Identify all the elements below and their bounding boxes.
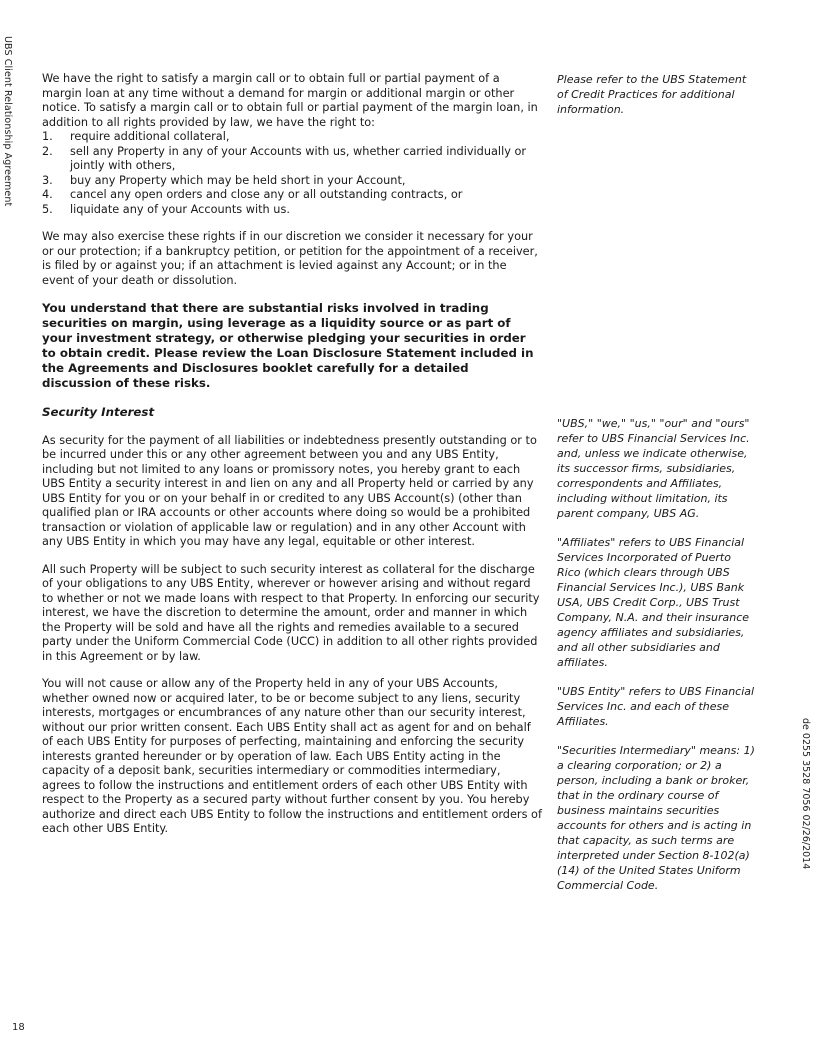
page-number: 18: [12, 1022, 25, 1033]
definition-ubs: "UBS," "we," "us," "our" and "ours" refer to UBS Financial Services Inc. and, unless we indicate otherwise, its successor firms, subsidiaries, correspondents and Affiliates, including without limitation, its parent company, UBS AG.: [557, 417, 750, 520]
list-item: [42, 174, 542, 189]
document-title-vertical: UBS Client Relationship Agreement: [2, 36, 13, 207]
list-item-number: 5.: [42, 202, 53, 216]
credit-practices-note: Please refer to the UBS Statement of Credit Practices for additional information.: [557, 73, 747, 116]
definition-affiliates: "Affiliates" refers to UBS Financial Services Incorporated of Puerto Rico (which clears through UBS Financial Services Inc.), UBS Bank USA, UBS Credit Corp., UBS Trust Company, N.A. and their insurance agency affiliates and subsidiaries, and all other subsidiaries and affiliates.: [557, 536, 750, 669]
list-item-text: require additional collateral,: [70, 130, 230, 143]
definition-ubs-entity: "UBS Entity" refers to UBS Financial Services Inc. and each of these Affiliates.: [557, 685, 755, 728]
exercise-rights-paragraph: We may also exercise these rights if in our discretion we consider it necessary for your or our protection; if a bankruptcy petition, or petition for the appointment of a receiver, is filed by or against you; if an attachment is levied against any Account; or in the event of your death or dissolution.: [42, 230, 538, 287]
list-item: [42, 188, 542, 203]
security-interest-paragraph: As security for the payment of all liabilities or indebtedness presently outstanding or to be incurred under this or any other agreement between you and any UBS Entity, including but not limited to any loans or promissory notes, you hereby grant to each UBS Entity a security interest in and lien on any and all Property held or carried by any UBS Entity for you or on your behalf in or credited to any UBS Account(s) (other than qualified plan or IRA accounts or other accounts where doing so would be a prohibited transaction or violation of applicable law or regulation) and in any other Account with any UBS Entity in which you may have any legal, equitable or other interest.: [42, 433, 537, 548]
collateral-paragraph: All such Property will be subject to such security interest as collateral for the discharge of your obligations to any UBS Entity, wherever or however arising and without regard to whether or not we made loans with respect to that Property. In enforcing our security interest, we have the discretion to determine the amount, order and manner in which the Property will be sold and have all the rights and remedies available to a secured party under the Uniform Commercial Code (UCC) in addition to all other rights provided in this Agreement or by law.: [42, 562, 540, 663]
rights-list: [42, 130, 542, 217]
list-item: [42, 130, 542, 145]
sidebar-definitions: [557, 416, 757, 907]
liens-paragraph: You will not cause or allow any of the Property held in any of your UBS Accounts, whether owned now or acquired later, to be or become subject to any liens, security interests, mortgages or encumbrances of any nature other than our security interest, without our prior written consent. Each UBS Entity shall act as agent for and on behalf of each UBS Entity for purposes of perfecting, maintaining and enforcing the security interests granted hereunder or by operation of law. Each UBS Entity acting in the capacity of a deposit bank, securities intermediary or commodities intermediary, agrees to follow the instructions and entitlement orders of each other UBS Entity with respect to the Property as a secured party without further consent by you. You hereby authorize and direct each UBS Entity to follow the instructions and entitlement orders of each other UBS Entity.: [42, 677, 542, 835]
sidebar-note-credit: [557, 72, 757, 131]
list-item-text: buy any Property which may be held short in your Account,: [70, 173, 406, 187]
margin-call-intro: We have the right to satisfy a margin call or to obtain full or partial payment of a margin loan at any time without a demand for margin or additional margin or other notice. To satisfy a margin call or to obtain full or partial payment of the margin loan, in addition to all rights provided by law, we have the right to:: [42, 72, 538, 129]
list-item-number: 4.: [42, 188, 53, 201]
definition-securities-intermediary: "Securities Intermediary" means: 1) a clearing corporation; or 2) a person, including a bank or broker, that in the ordinary course of business maintains securities accounts for others and is acting in that capacity, as such terms are interpreted under Section 8-102(a)(14) of the United States Uniform Commercial Code.: [557, 744, 755, 892]
risk-warning: You understand that there are substantial risks involved in trading securities on margin, using leverage as a liquidity source or as part of your investment strategy, or otherwise pledging your securities in order to obtain credit. Please review the Loan Disclosure Statement included in the Agreements and Disclosures booklet carefully for a detailed discussion of these risks.: [42, 301, 534, 390]
document-code-vertical: de 0255 3528 7056 02/26/2014: [800, 718, 811, 870]
list-item: [42, 203, 542, 218]
list-item: [42, 145, 542, 174]
main-column: [42, 72, 542, 850]
list-item-number: 1.: [42, 130, 53, 143]
list-item-text: sell any Property in any of your Accounts with us, whether carried individually or jointly with others,: [70, 144, 527, 172]
list-item-text: cancel any open orders and close any or all outstanding contracts, or: [70, 188, 463, 201]
list-item-number: 2.: [42, 144, 53, 158]
list-item-text: liquidate any of your Accounts with us.: [70, 202, 290, 216]
section-heading-security-interest: Security Interest: [42, 405, 155, 419]
list-item-number: 3.: [42, 173, 53, 187]
